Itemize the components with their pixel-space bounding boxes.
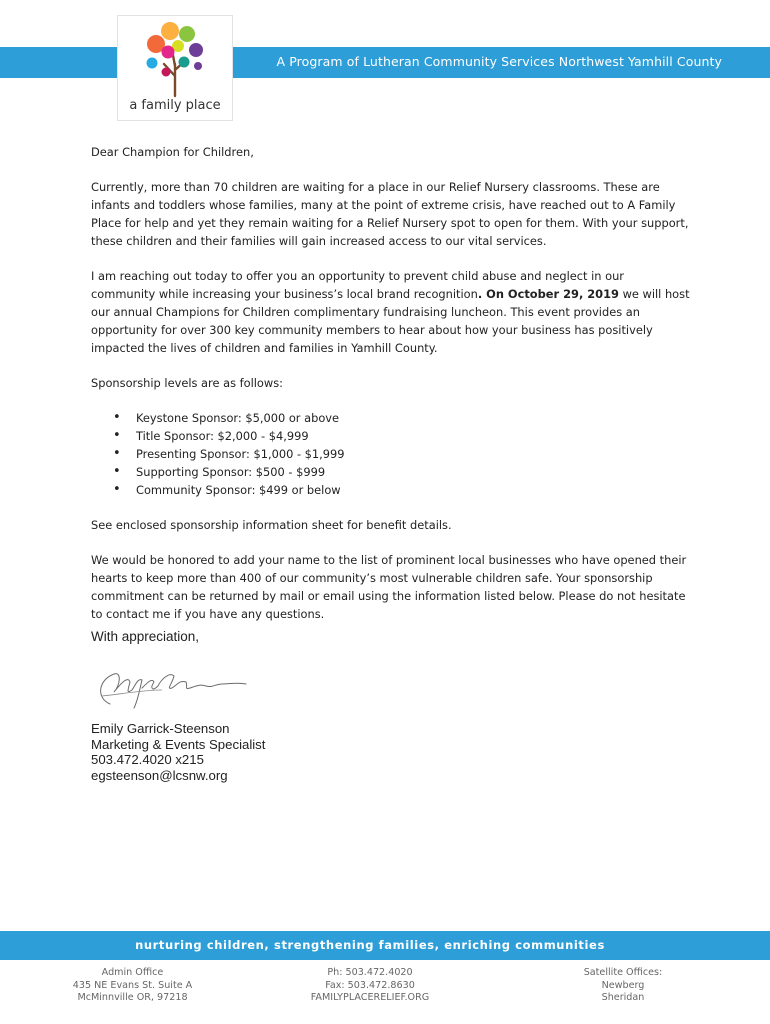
paragraph-waiting-children: Currently, more than 70 children are waiting for a place in our Relief Nursery classrooms. These are infants and toddlers whose families, many at the point of extreme crisis, have reached out to A Family Place for help and yet they remain waiting for a Relief Nursery spot to open for them. With your support, these children and their families will gain increased access to our vital services.: [91, 180, 689, 248]
logo: [117, 15, 233, 121]
footer-admin-office: [60, 967, 205, 1005]
list-item: • Title Sponsor: $2,000 - $4,999: [113, 427, 691, 445]
tree-logo-icon: [142, 20, 208, 98]
paragraph-invitation-part2: we will host our annual Champions for Children complimentary fundraising luncheon. This event provides an opportunity for over 300 key community members to hear about how your business has positively impacted the lives of children and families in Yamhill County.: [91, 287, 690, 355]
footer-tagline: nurturing children, strengthening families, enriching communities: [135, 938, 605, 952]
footer-line: FAMILYPLACERELIEF.ORG: [310, 992, 430, 1003]
footer-line: Ph: 503.472.4020: [327, 967, 413, 978]
closing: With appreciation,: [91, 629, 200, 644]
signer-email: egsteenson@lcsnw.org: [91, 767, 228, 783]
paragraph-invitation-part1: I am reaching out today to offer you an opportunity to prevent child abuse and neglect in our community while increasing your business’s local brand recognition: [91, 269, 624, 301]
list-item: • Community Sponsor: $499 or below: [113, 481, 691, 499]
footer-line: McMinnville OR, 97218: [77, 992, 188, 1003]
letter-body: [91, 143, 691, 640]
levels-intro: Sponsorship levels are as follows:: [91, 376, 283, 390]
logo-dot-magenta: [162, 68, 171, 77]
footer-line: Sheridan: [601, 992, 645, 1003]
signer-title: Marketing & Events Specialist: [91, 736, 266, 752]
logo-dot-teal: [179, 57, 190, 68]
program-tagline: A Program of Lutheran Community Services Northwest Yamhill County: [276, 54, 722, 69]
footer-satellite-offices: [548, 967, 698, 1005]
logo-text: a family place: [129, 98, 221, 113]
signer-phone: 503.472.4020 x215: [91, 752, 204, 767]
footer-line: 435 NE Evans St. Suite A: [72, 979, 193, 991]
logo-dot-green: [179, 26, 195, 42]
footer-line: Satellite Offices:: [583, 967, 663, 978]
list-item: • Keystone Sponsor: $5,000 or above: [113, 409, 691, 427]
footer-line: Admin Office: [101, 967, 164, 978]
signer-name: Emily Garrick-Steenson: [91, 721, 230, 736]
footer-band: [0, 931, 770, 960]
footer-contact: [295, 967, 445, 1005]
paragraph-honored: We would be honored to add your name to the list of prominent local businesses who have opened their hearts to keep more than 400 of our community’s most vulnerable children safe. Your sponsorship commitment can be returned by mail or email using the information listed below. Please do not hesitate to contact me if you have any questions.: [91, 553, 687, 621]
list-item: • Presenting Sponsor: $1,000 - $1,999: [113, 445, 691, 463]
list-item: • Supporting Sponsor: $500 - $999: [113, 463, 691, 481]
logo-dot-blue: [147, 58, 158, 69]
footer-line: Newberg: [601, 979, 645, 991]
paragraph-invitation: [91, 267, 691, 357]
logo-dot-violet: [194, 62, 202, 70]
signer-block: [91, 721, 265, 783]
enclosed-note: See enclosed sponsorship information sheet for benefit details.: [91, 518, 452, 532]
salutation: Dear Champion for Children,: [91, 145, 254, 159]
header-band: [0, 47, 770, 78]
logo-dot-pink: [162, 46, 175, 59]
signature-icon: [92, 660, 252, 716]
event-date: . On October 29, 2019: [477, 287, 619, 301]
footer-line: Fax: 503.472.8630: [325, 979, 415, 991]
sponsorship-levels-list: [91, 409, 691, 499]
logo-dot-purple: [189, 43, 203, 57]
logo-dot-yellow: [161, 22, 179, 40]
